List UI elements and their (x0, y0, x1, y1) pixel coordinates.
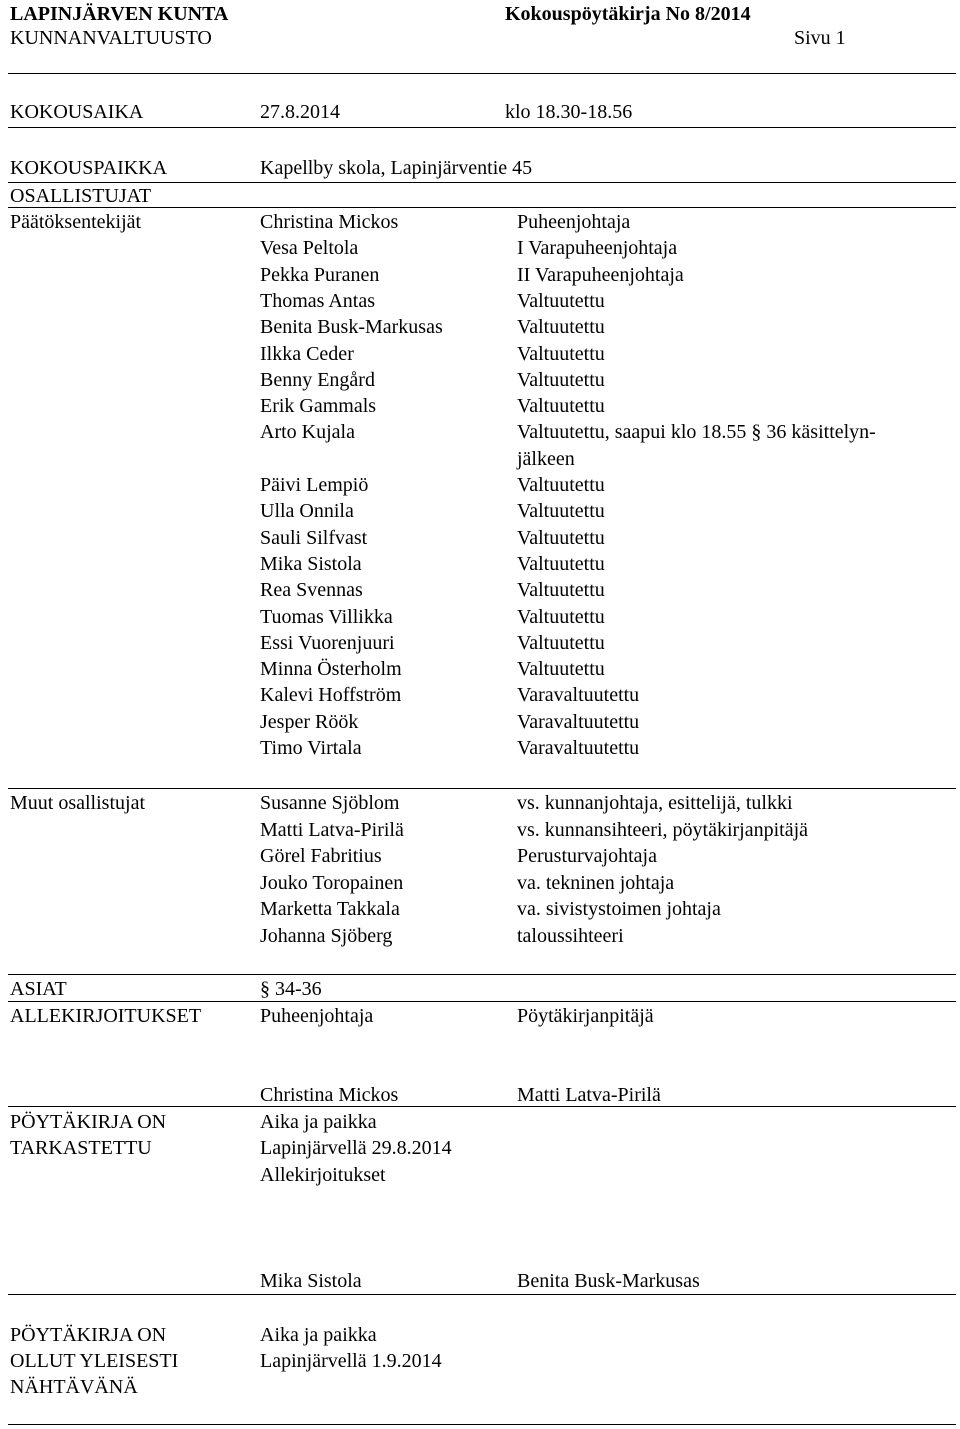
decision-maker-name: Kalevi Hoffström (260, 684, 402, 707)
decision-maker-role: Varavaltuutettu (517, 684, 640, 707)
decision-maker-role: Valtuutettu (517, 289, 605, 312)
decision-maker-role: Valtuutettu (517, 500, 605, 523)
checked-label-line2: TARKASTETTU (10, 1137, 152, 1159)
decision-maker-role: Varavaltuutettu (517, 737, 640, 759)
signatures-label: ALLEKIRJOITUKSET (10, 1005, 202, 1027)
decision-maker-role: Valtuutettu (517, 605, 605, 628)
decision-maker-name: Vesa Peltola (260, 237, 359, 260)
decision-maker-name: Mika Sistola (260, 552, 362, 575)
decision-maker-name: Päivi Lempiö (260, 474, 369, 496)
decision-maker-role: Valtuutettu (517, 342, 605, 365)
other-participant-name: Susanne Sjöblom (260, 792, 400, 814)
decision-maker-role-continued: jälkeen (517, 447, 575, 470)
meeting-place-label: KOKOUSPAIKKA (10, 157, 168, 179)
decision-maker-role: Valtuutettu (517, 579, 605, 602)
decision-maker-role: Valtuutettu (517, 316, 605, 339)
decision-maker-role: Valtuutettu (517, 526, 605, 549)
decision-maker-name: Arto Kujala (260, 421, 355, 444)
header-page: Sivu 1 (794, 27, 846, 49)
decision-maker-role: I Varapuheenjohtaja (517, 237, 678, 260)
checked-time-place-label: Aika ja paikka (260, 1111, 377, 1133)
divider (8, 207, 956, 208)
checker-name-2: Benita Busk-Markusas (517, 1270, 700, 1292)
chair-name: Christina Mickos (260, 1084, 399, 1106)
checker-name-1: Mika Sistola (260, 1270, 362, 1292)
decision-maker-name: Timo Virtala (260, 737, 362, 759)
other-participant-name: Matti Latva-Pirilä (260, 818, 404, 841)
decision-maker-name: Rea Svennas (260, 579, 363, 602)
items-label: ASIAT (10, 978, 67, 1000)
decision-maker-name: Ilkka Ceder (260, 342, 354, 365)
header-body: KUNNANVALTUUSTO (10, 27, 212, 49)
divider (8, 1294, 956, 1295)
other-participant-role: vs. kunnanjohtaja, esittelijä, tulkki (517, 792, 793, 814)
checked-signatures-label: Allekirjoitukset (260, 1164, 386, 1186)
others-label: Muut osallistujat (10, 792, 145, 814)
decision-maker-name: Pekka Puranen (260, 263, 380, 286)
decision-maker-role: Valtuutettu (517, 631, 605, 654)
other-participant-role: taloussihteeri (517, 924, 624, 947)
other-participant-role: va. sivistystoimen johtaja (517, 898, 721, 920)
decision-maker-role: Puheenjohtaja (517, 211, 631, 233)
secretary-label: Pöytäkirjanpitäjä (517, 1005, 654, 1027)
decision-maker-role: Valtuutettu (517, 395, 605, 418)
header-doc-number: Kokouspöytäkirja No 8/2014 (505, 3, 751, 25)
divider (8, 1106, 956, 1107)
other-participant-role: Perusturvajohtaja (517, 845, 657, 867)
other-participant-name: Jouko Toropainen (260, 871, 404, 894)
checked-time-place: Lapinjärvellä 29.8.2014 (260, 1137, 452, 1159)
decision-maker-role: Valtuutettu (517, 658, 605, 681)
decision-maker-name: Erik Gammals (260, 395, 377, 418)
decision-maker-role: Valtuutettu (517, 474, 605, 496)
decision-maker-name: Ulla Onnila (260, 500, 354, 523)
decision-makers-label: Päätöksentekijät (10, 211, 142, 233)
divider (8, 127, 956, 128)
decision-maker-role: Valtuutettu (517, 552, 605, 575)
decision-maker-role: Valtuutettu (517, 368, 605, 391)
divider (8, 1424, 956, 1425)
participants-label: OSALLISTUJAT (10, 185, 152, 207)
meeting-place: Kapellby skola, Lapinjärventie 45 (260, 157, 533, 179)
divider (8, 974, 956, 975)
public-time-place: Lapinjärvellä 1.9.2014 (260, 1350, 442, 1372)
decision-maker-name: Thomas Antas (260, 289, 375, 312)
decision-maker-role: Varavaltuutettu (517, 710, 640, 733)
public-label-line3: NÄHTÄVÄNÄ (10, 1376, 138, 1398)
public-label-line2: OLLUT YLEISESTI (10, 1350, 179, 1372)
header-divider (8, 73, 956, 74)
checked-label-line1: PÖYTÄKIRJA ON (10, 1111, 167, 1133)
meeting-date: 27.8.2014 (260, 101, 340, 123)
decision-maker-name: Christina Mickos (260, 211, 399, 233)
decision-maker-name: Tuomas Villikka (260, 605, 393, 628)
chair-label: Puheenjohtaja (260, 1005, 374, 1027)
decision-maker-name: Benita Busk-Markusas (260, 316, 443, 339)
decision-maker-role: Valtuutettu, saapui klo 18.55 § 36 käsittelyn- (517, 421, 876, 444)
other-participant-role: va. tekninen johtaja (517, 871, 675, 894)
decision-maker-name: Essi Vuorenjuuri (260, 631, 395, 654)
decision-maker-name: Jesper Röök (260, 710, 359, 733)
divider (8, 1001, 956, 1002)
items-value: § 34-36 (260, 978, 322, 1000)
decision-maker-name: Benny Engård (260, 368, 375, 391)
decision-maker-name: Minna Österholm (260, 658, 402, 681)
other-participant-name: Görel Fabritius (260, 845, 382, 867)
other-participant-name: Johanna Sjöberg (260, 924, 393, 947)
meeting-time-label: KOKOUSAIKA (10, 101, 144, 123)
decision-maker-name: Sauli Silfvast (260, 526, 368, 549)
other-participant-name: Marketta Takkala (260, 898, 400, 920)
header-org: LAPINJÄRVEN KUNTA (10, 3, 229, 25)
divider (8, 788, 956, 789)
meeting-hours: klo 18.30-18.56 (505, 101, 633, 123)
public-label-line1: PÖYTÄKIRJA ON (10, 1324, 167, 1346)
other-participant-role: vs. kunnansihteeri, pöytäkirjanpitäjä (517, 818, 809, 841)
decision-maker-role: II Varapuheenjohtaja (517, 263, 684, 286)
public-time-place-label: Aika ja paikka (260, 1324, 377, 1346)
secretary-name: Matti Latva-Pirilä (517, 1084, 661, 1106)
divider (8, 182, 956, 183)
